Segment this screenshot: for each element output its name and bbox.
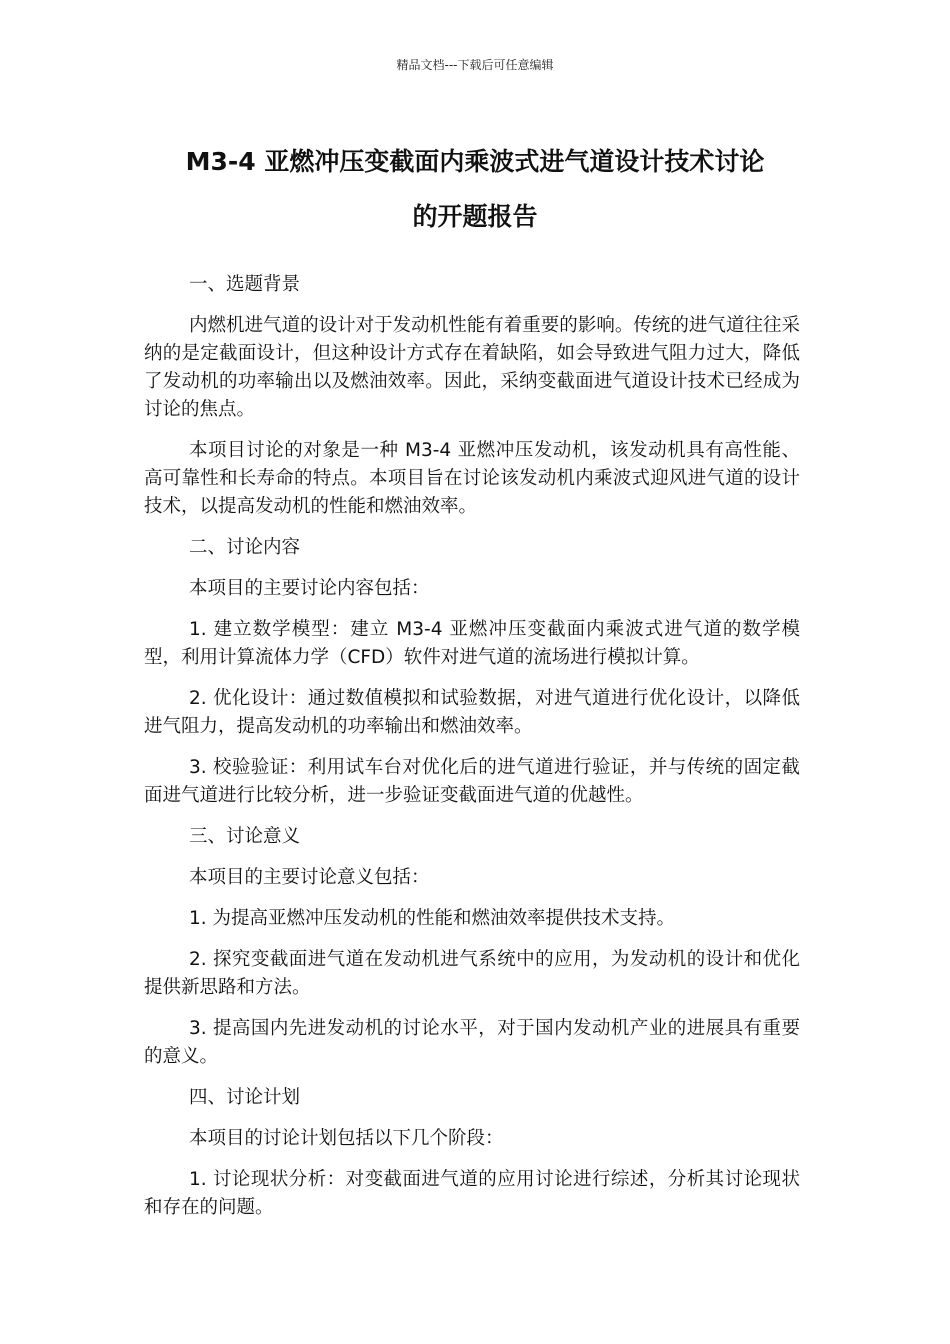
document-title <box>140 134 810 244</box>
list-item: 1. 建立数学模型：建立 M3-4 亚燃冲压变截面内乘波式进气道的数学模型，利用计算流体力学（CFD）软件对进气道的流场进行模拟计算。 <box>144 619 800 668</box>
page-header-watermark: 精品文档---下载后可任意编辑 <box>396 58 554 72</box>
paragraph: 本项目的主要讨论内容包括： <box>189 578 430 599</box>
paragraph: 本项目的主要讨论意义包括： <box>189 867 430 888</box>
section-heading-content: 二、讨论内容 <box>189 537 301 558</box>
document-body <box>144 271 800 1235</box>
section-heading-significance: 三、讨论意义 <box>189 826 301 847</box>
paragraph: 本项目的讨论计划包括以下几个阶段： <box>189 1128 504 1149</box>
list-item: 2. 优化设计：通过数值模拟和试验数据，对进气道进行优化设计，以降低进气阻力，提高发动机的功率输出和燃油效率。 <box>144 688 800 737</box>
paragraph: 内燃机进气道的设计对于发动机性能有着重要的影响。传统的进气道往往采纳的是定截面设计，但这种设计方式存在着缺陷，如会导致进气阻力过大，降低了发动机的功率输出以及燃油效率。因此，采纳变截面进气道设计技术已经成为讨论的焦点。 <box>144 315 800 420</box>
list-item: 2. 探究变截面进气道在发动机进气系统中的应用，为发动机的设计和优化提供新思路和方法。 <box>144 949 800 998</box>
title-line-1: M3-4 亚燃冲压变截面内乘波式进气道设计技术讨论 <box>185 147 765 176</box>
section-heading-background: 一、选题背景 <box>189 274 301 295</box>
list-item: 3. 校验验证：利用试车台对优化后的进气道进行验证，并与传统的固定截面进气道进行比较分析，进一步验证变截面进气道的优越性。 <box>144 757 800 806</box>
list-item: 1. 讨论现状分析：对变截面进气道的应用讨论进行综述，分析其讨论现状和存在的问题。 <box>144 1169 800 1218</box>
section-heading-plan: 四、讨论计划 <box>189 1087 301 1108</box>
title-line-2: 的开题报告 <box>412 202 538 231</box>
list-item: 1. 为提高亚燃冲压发动机的性能和燃油效率提供技术支持。 <box>189 908 676 929</box>
paragraph: 本项目讨论的对象是一种 M3-4 亚燃冲压发动机，该发动机具有高性能、高可靠性和长寿命的特点。本项目旨在讨论该发动机内乘波式迎风进气道的设计技术，以提高发动机的性能和燃油效率。 <box>144 440 800 517</box>
list-item: 3. 提高国内先进发动机的讨论水平，对于国内发动机产业的进展具有重要的意义。 <box>144 1018 800 1067</box>
